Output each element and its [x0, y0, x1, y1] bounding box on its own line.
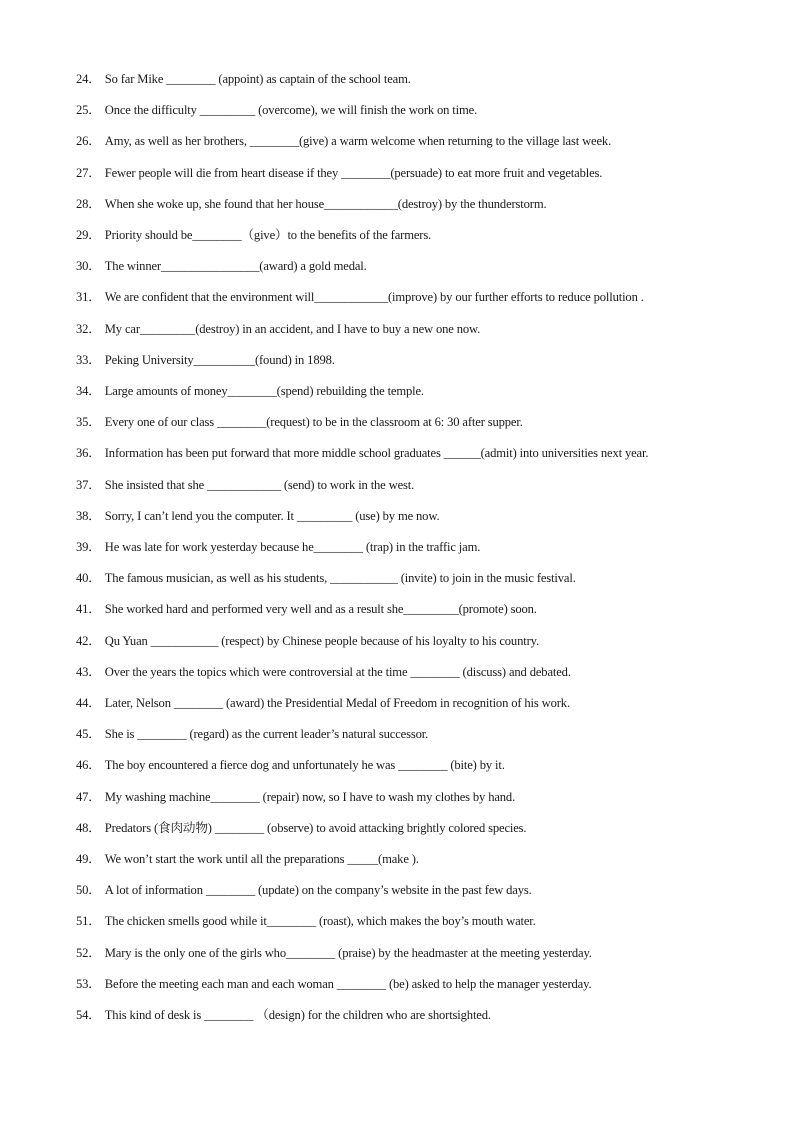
question-number: 44． — [76, 696, 101, 711]
question-text: Large amounts of money________(spend) rebuilding the temple. — [104, 384, 424, 399]
question-item — [76, 844, 726, 875]
question-item — [76, 594, 726, 625]
question-number: 36． — [76, 446, 101, 461]
question-number: 37． — [76, 477, 101, 492]
question-number: 50． — [76, 883, 101, 898]
question-text: This kind of desk is ________ （design) for the children who are shortsighted. — [104, 1008, 491, 1023]
question-text: We won’t start the work until all the preparations _____(make ). — [104, 852, 419, 867]
question-item — [76, 376, 726, 407]
question-text: A lot of information ________ (update) on the company’s website in the past few days. — [104, 883, 532, 898]
question-text: The chicken smells good while it________ (roast), which makes the boy’s mouth water. — [104, 914, 536, 929]
question-item — [76, 875, 726, 906]
question-number: 29． — [76, 228, 101, 243]
question-number: 41． — [76, 602, 101, 617]
question-text: Qu Yuan ___________ (respect) by Chinese people because of his loyalty to his country. — [104, 633, 539, 648]
question-text: Every one of our class ________(request) to be in the classroom at 6: 30 after supper. — [104, 415, 523, 430]
question-item — [76, 126, 726, 157]
question-item — [76, 438, 726, 469]
question-text: The famous musician, as well as his students, ___________ (invite) to join in the music festival. — [104, 571, 576, 586]
question-number: 48． — [76, 820, 101, 835]
question-text: The winner________________(award) a gold medal. — [104, 259, 367, 274]
question-text: Amy, as well as her brothers, ________(give) a warm welcome when returning to the village last week. — [104, 134, 612, 149]
question-item — [76, 626, 726, 657]
question-number: 33． — [76, 352, 101, 367]
question-number: 25． — [76, 103, 101, 118]
question-text: Before the meeting each man and each woman ________ (be) asked to help the manager yesterday. — [104, 976, 592, 991]
question-number: 38． — [76, 508, 101, 523]
question-number: 54． — [76, 1008, 101, 1023]
question-number: 35． — [76, 415, 101, 430]
question-item — [76, 282, 726, 313]
question-number: 39． — [76, 540, 101, 555]
question-item — [76, 750, 726, 781]
question-number: 34． — [76, 384, 101, 399]
question-text: The boy encountered a fierce dog and unfortunately he was ________ (bite) by it. — [104, 758, 505, 773]
question-item — [76, 345, 726, 376]
question-text: My car_________(destroy) in an accident, and I have to buy a new one now. — [104, 321, 481, 336]
question-text: Fewer people will die from heart disease if they ________(persuade) to eat more fruit and vegetables. — [104, 165, 603, 180]
question-number: 28． — [76, 196, 101, 211]
question-text: When she woke up, she found that her house____________(destroy) by the thunderstorm. — [104, 196, 547, 211]
question-number: 31． — [76, 290, 101, 305]
question-number: 26． — [76, 134, 101, 149]
question-number: 49． — [76, 852, 101, 867]
question-item — [76, 782, 726, 813]
question-item — [76, 532, 726, 563]
question-text: Priority should be________（give）to the benefits of the farmers. — [104, 228, 432, 243]
question-item — [76, 220, 726, 251]
question-text: Information has been put forward that more middle school graduates ______(admit) into universities next year. — [104, 446, 649, 461]
question-text: Predators (食肉动物) ________ (observe) to avoid attacking brightly colored species. — [104, 820, 527, 835]
question-item — [76, 189, 726, 220]
question-item — [76, 407, 726, 438]
question-text: She worked hard and performed very well and as a result she_________(promote) soon. — [104, 602, 537, 617]
question-item — [76, 158, 726, 189]
question-text: Peking University__________(found) in 1898. — [104, 352, 335, 367]
question-list — [76, 64, 726, 1031]
question-text: She is ________ (regard) as the current leader’s natural successor. — [104, 727, 429, 742]
question-item — [76, 719, 726, 750]
question-item — [76, 563, 726, 594]
question-item — [76, 938, 726, 969]
question-item — [76, 688, 726, 719]
question-text: Sorry, I can’t lend you the computer. It _________ (use) by me now. — [104, 508, 440, 523]
question-item — [76, 95, 726, 126]
question-text: Once the difficulty _________ (overcome), we will finish the work on time. — [104, 103, 478, 118]
question-number: 46． — [76, 758, 101, 773]
question-number: 47． — [76, 789, 101, 804]
question-item — [76, 969, 726, 1000]
question-text: We are confident that the environment will____________(improve) by our further efforts to reduce pollution . — [104, 290, 644, 305]
question-number: 27． — [76, 165, 101, 180]
question-item — [76, 906, 726, 937]
question-text: Later, Nelson ________ (award) the Presidential Medal of Freedom in recognition of his work. — [104, 696, 570, 711]
question-item — [76, 64, 726, 95]
question-number: 40． — [76, 571, 101, 586]
question-text: She insisted that she ____________ (send) to work in the west. — [104, 477, 415, 492]
question-number: 42． — [76, 633, 101, 648]
question-item — [76, 314, 726, 345]
question-item — [76, 251, 726, 282]
question-text: He was late for work yesterday because he________ (trap) in the traffic jam. — [104, 540, 481, 555]
question-item — [76, 813, 726, 844]
question-number: 51． — [76, 914, 101, 929]
question-item — [76, 470, 726, 501]
question-number: 24． — [76, 72, 101, 86]
question-number: 45． — [76, 727, 101, 742]
question-item — [76, 657, 726, 688]
question-number: 52． — [76, 945, 101, 960]
question-item — [76, 501, 726, 532]
question-text: Mary is the only one of the girls who________ (praise) by the headmaster at the meeting yesterday. — [104, 945, 592, 960]
question-text: My washing machine________ (repair) now, so I have to wash my clothes by hand. — [104, 789, 516, 804]
question-item — [76, 1000, 726, 1031]
question-number: 30． — [76, 259, 101, 274]
question-text: So far Mike ________ (appoint) as captain of the school team. — [104, 72, 411, 86]
question-number: 43． — [76, 664, 101, 679]
question-number: 53． — [76, 976, 101, 991]
question-number: 32． — [76, 321, 101, 336]
question-text: Over the years the topics which were controversial at the time ________ (discuss) and debated. — [104, 664, 571, 679]
